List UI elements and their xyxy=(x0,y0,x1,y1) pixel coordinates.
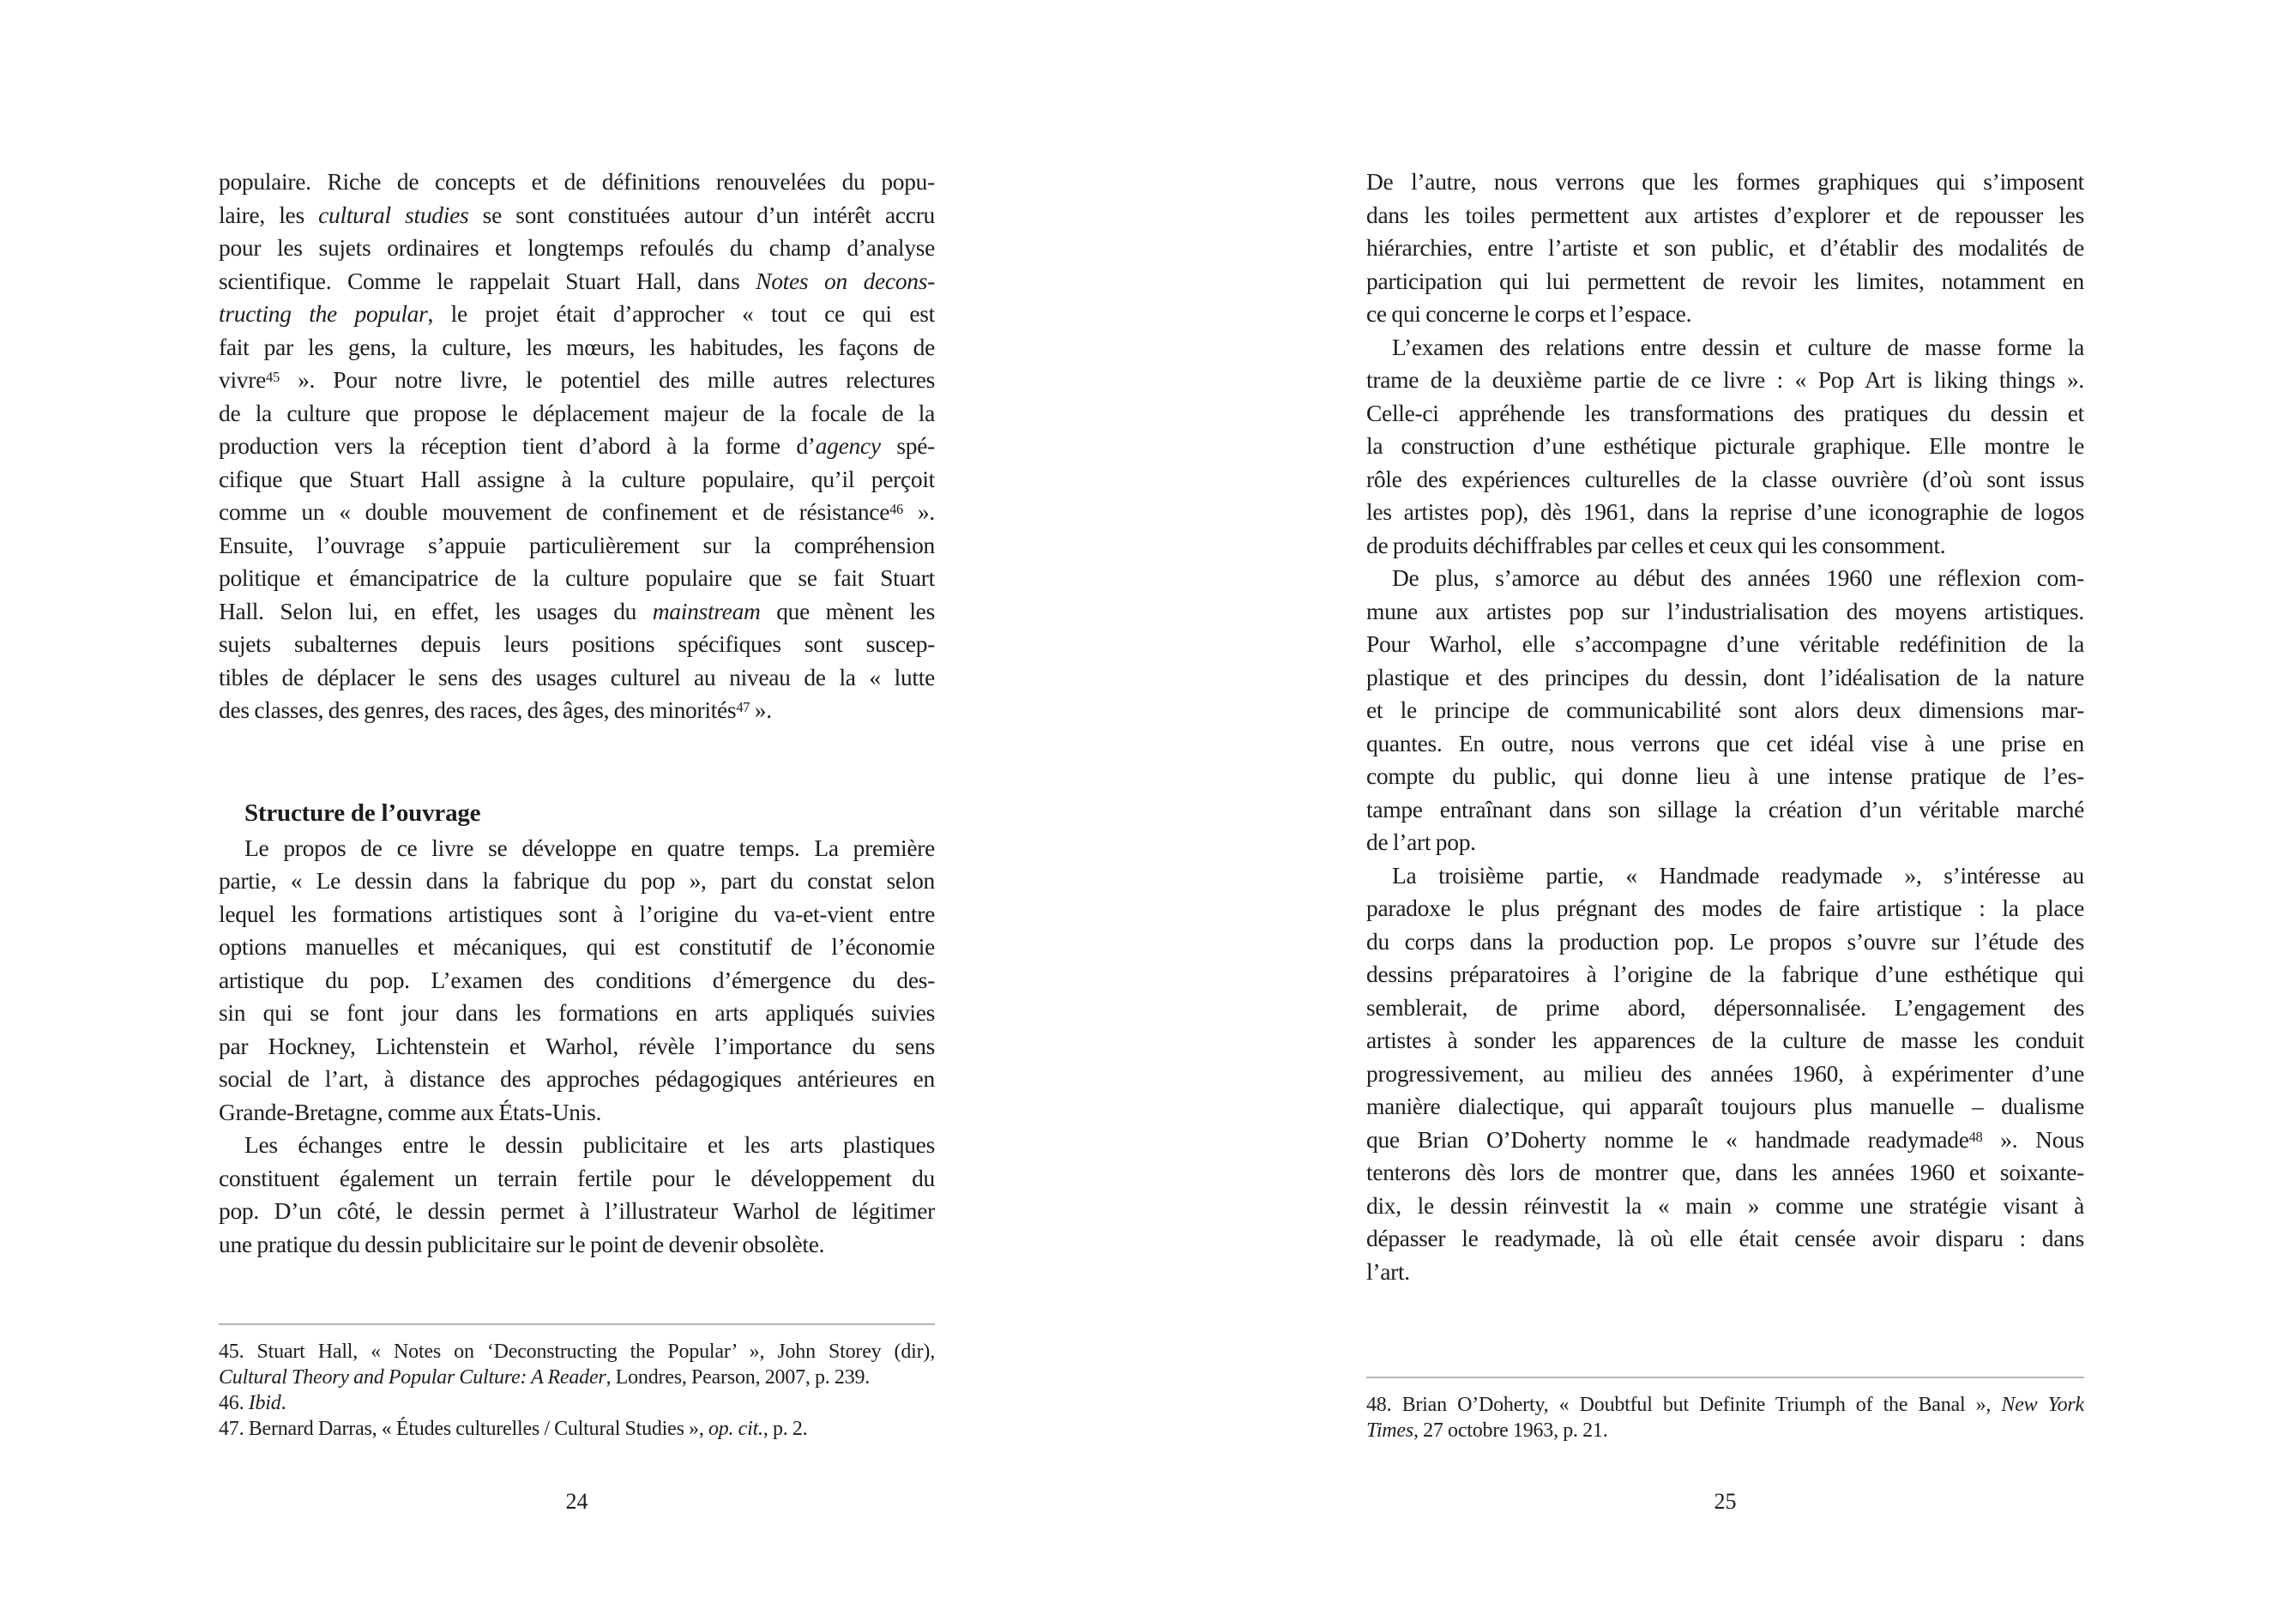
page-body xyxy=(219,166,935,1261)
paragraph xyxy=(1366,859,2084,1289)
text-line: artistes à sonder les apparences de la culture de masse les conduit xyxy=(1366,1027,2084,1053)
paragraph xyxy=(1366,331,2084,563)
page-body xyxy=(1366,166,2084,1288)
text-line: laire, les cultural studies se sont constituées autour d’un intérêt accru xyxy=(219,201,935,228)
text-line: De plus, s’amorce au début des années 1960 une réflexion com- xyxy=(1392,564,2084,591)
text-line: 48. Brian O’Doherty, « Doubtful but Definite Triumph of the Banal », New York xyxy=(1366,1394,2084,1416)
text-line: par Hockney, Lichtenstein et Warhol, révèle l’importance du sens xyxy=(219,1032,935,1059)
text-line: pour les sujets ordinaires et longtemps refoulés du champ d’analyse xyxy=(219,234,935,261)
text-line: dix, le dessin réinvestit la « main » comme une stratégie visant à xyxy=(1366,1191,2084,1219)
text-line: lequel les formations artistiques sont à l’origine du va-et-vient entre xyxy=(219,900,935,927)
text-line: Les échanges entre le dessin publicitaire et les arts plastiques xyxy=(244,1131,935,1158)
text-line: de l’art pop. xyxy=(1366,829,1476,855)
text-line: l’art. xyxy=(1366,1257,1410,1285)
text-line: tructing the popular, le projet était d’approcher « tout ce qui est xyxy=(219,300,935,327)
text-line: sujets subalternes depuis leurs positions spécifiques sont suscep- xyxy=(219,630,935,657)
text-line: Le propos de ce livre se développe en quatre temps. La première xyxy=(244,834,935,861)
text-line: La troisième partie, « Handmade readymade », s’intéresse au xyxy=(1392,861,2084,889)
text-line: tampe entraînant dans son sillage la création d’un véritable marché xyxy=(1366,795,2084,823)
text-line: Pour Warhol, elle s’accompagne d’une véritable redéfinition de la xyxy=(1366,630,2084,657)
text-line: manière dialectique, qui apparaît toujours plus manuelle – dualisme xyxy=(1366,1093,2084,1119)
text-line: des classes, des genres, des races, des âges, des minorités$^{47}$ ». xyxy=(219,696,772,723)
text-line: constituent également un terrain fertile pour le développement du xyxy=(219,1164,935,1191)
page-right xyxy=(1366,0,2084,1621)
text-line: et le principe de communicabilité sont alors deux dimensions mar- xyxy=(1366,696,2084,723)
text-line: artistique du pop. L’examen des conditions d’émergence du des- xyxy=(219,966,935,993)
text-line: une pratique du dessin publicitaire sur le point de devenir obsolète. xyxy=(219,1230,825,1257)
text-line: partie, « Le dessin dans la fabrique du pop », part du constat selon xyxy=(219,867,935,894)
text-line: dans les toiles permettent aux artistes d’explorer et de repousser les xyxy=(1366,201,2084,228)
text-line: sin qui se font jour dans les formations en arts appliqués suivies xyxy=(219,999,935,1026)
footnotes xyxy=(1366,1377,2084,1443)
text-line: la construction d’une esthétique picturale graphique. Elle montre le xyxy=(1366,432,2084,459)
text-line: Grande-Bretagne, comme aux États-Unis. xyxy=(219,1098,602,1125)
text-line: social de l’art, à distance des approches pédagogiques antérieures en xyxy=(219,1065,935,1092)
text-line: semblerait, de prime abord, dépersonnalisée. L’engagement des xyxy=(1366,993,2084,1021)
text-line: du corps dans la production pop. Le propos s’ouvre sur l’étude des xyxy=(1366,927,2084,955)
paragraph xyxy=(1366,562,2084,859)
text-line: ce qui concerne le corps et l’espace. xyxy=(1366,300,1692,327)
text-line: options manuelles et mécaniques, qui est constitutif de l’économie xyxy=(219,933,935,960)
text-line: 47. Bernard Darras, « Études culturelles / Cultural Studies », op. cit., p. 2. xyxy=(219,1418,808,1440)
text-line: vivre$^{45}$ ». Pour notre livre, le potentiel des mille autres relectures xyxy=(219,366,935,393)
text-line: cifique que Stuart Hall assigne à la culture populaire, qu’il perçoit xyxy=(219,465,935,492)
text-line: tenterons dès lors de montrer que, dans les années 1960 et soixante- xyxy=(1366,1159,2084,1185)
text-line: dépasser le readymade, là où elle était censée avoir disparu : dans xyxy=(1366,1225,2084,1251)
text-line: les artistes pop), dès 1961, dans la reprise d’une iconographie de logos xyxy=(1366,498,2084,525)
text-line: comme un « double mouvement de confinement et de résistance$^{46}$ ». xyxy=(219,498,935,525)
text-line: Cultural Theory and Popular Culture: A Reader, Londres, Pearson, 2007, p. 239. xyxy=(219,1366,871,1389)
text-line: pop. D’un côté, le dessin permet à l’illustrateur Warhol de légitimer xyxy=(219,1197,935,1224)
text-line: Ensuite, l’ouvrage s’appuie particulièrement sur la compréhension xyxy=(219,531,935,558)
text-line: Times, 27 octobre 1963, p. 21. xyxy=(1366,1419,1608,1442)
text-line: 46. Ibid. xyxy=(219,1392,286,1414)
text-line: paradoxe le plus prégnant des modes de faire artistique : la place xyxy=(1366,895,2084,921)
text-line: dessins préparatoires à l’origine de la fabrique d’une esthétique qui xyxy=(1366,961,2084,987)
paragraph xyxy=(219,166,935,727)
section-heading: Structure de l’ouvrage xyxy=(244,798,481,827)
text-line: 45. Stuart Hall, « Notes on ‘Deconstructing the Popular’ », John Storey (dir), xyxy=(219,1341,935,1363)
text-line: trame de la deuxième partie de ce livre : « Pop Art is liking things ». xyxy=(1366,366,2084,393)
text-line: tibles de déplacer le sens des usages culturel au niveau de la « lutte xyxy=(219,663,935,690)
text-line: mune aux artistes pop sur l’industrialisation des moyens artistiques. xyxy=(1366,597,2084,624)
page-number: 24 xyxy=(565,1489,588,1514)
footnotes xyxy=(219,1323,935,1442)
text-line: production vers la réception tient d’abord à la forme d’agency spé- xyxy=(219,432,935,459)
text-line: populaire. Riche de concepts et de définitions renouvelées du popu- xyxy=(219,168,935,195)
paragraph xyxy=(1366,166,2084,331)
text-line: L’examen des relations entre dessin et culture de masse forme la xyxy=(1392,333,2084,360)
text-line: compte du public, qui donne lieu à une intense pratique de l’es- xyxy=(1366,762,2084,789)
text-line: rôle des expériences culturelles de la classe ouvrière (d’où sont issus xyxy=(1366,465,2084,492)
text-line: hiérarchies, entre l’artiste et son public, et d’établir des modalités de xyxy=(1366,234,2084,261)
text-line: fait par les gens, la culture, les mœurs, les habitudes, les façons de xyxy=(219,333,935,360)
paragraph xyxy=(219,832,935,1130)
text-line: de la culture que propose le déplacement majeur de la focale de la xyxy=(219,399,935,426)
text-line: Hall. Selon lui, en effet, les usages du mainstream que mènent les xyxy=(219,597,935,624)
text-line: de produits déchiffrables par celles et ceux qui les consomment. xyxy=(1366,531,1946,558)
text-line: plastique et des principes du dessin, dont l’idéalisation de la nature xyxy=(1366,663,2084,690)
text-line: Celle-ci appréhende les transformations des pratiques du dessin et xyxy=(1366,399,2084,426)
text-line: De l’autre, nous verrons que les formes graphiques qui s’imposent xyxy=(1366,168,2084,195)
text-line: politique et émancipatrice de la culture populaire que se fait Stuart xyxy=(219,564,935,591)
text-line: que Brian O’Doherty nomme le « handmade readymade$^{48}$ ». Nous xyxy=(1366,1125,2084,1153)
text-line: participation qui lui permettent de revoir les limites, notamment en xyxy=(1366,267,2084,294)
text-line: scientifique. Comme le rappelait Stuart Hall, dans Notes on decons- xyxy=(219,267,935,294)
paragraph xyxy=(219,1129,935,1261)
text-line: progressivement, au milieu des années 1960, à expérimenter d’une xyxy=(1366,1059,2084,1087)
page-left xyxy=(219,0,935,1621)
text-line: quantes. En outre, nous verrons que cet idéal vise à une prise en xyxy=(1366,729,2084,756)
page-number: 25 xyxy=(1714,1489,1737,1514)
